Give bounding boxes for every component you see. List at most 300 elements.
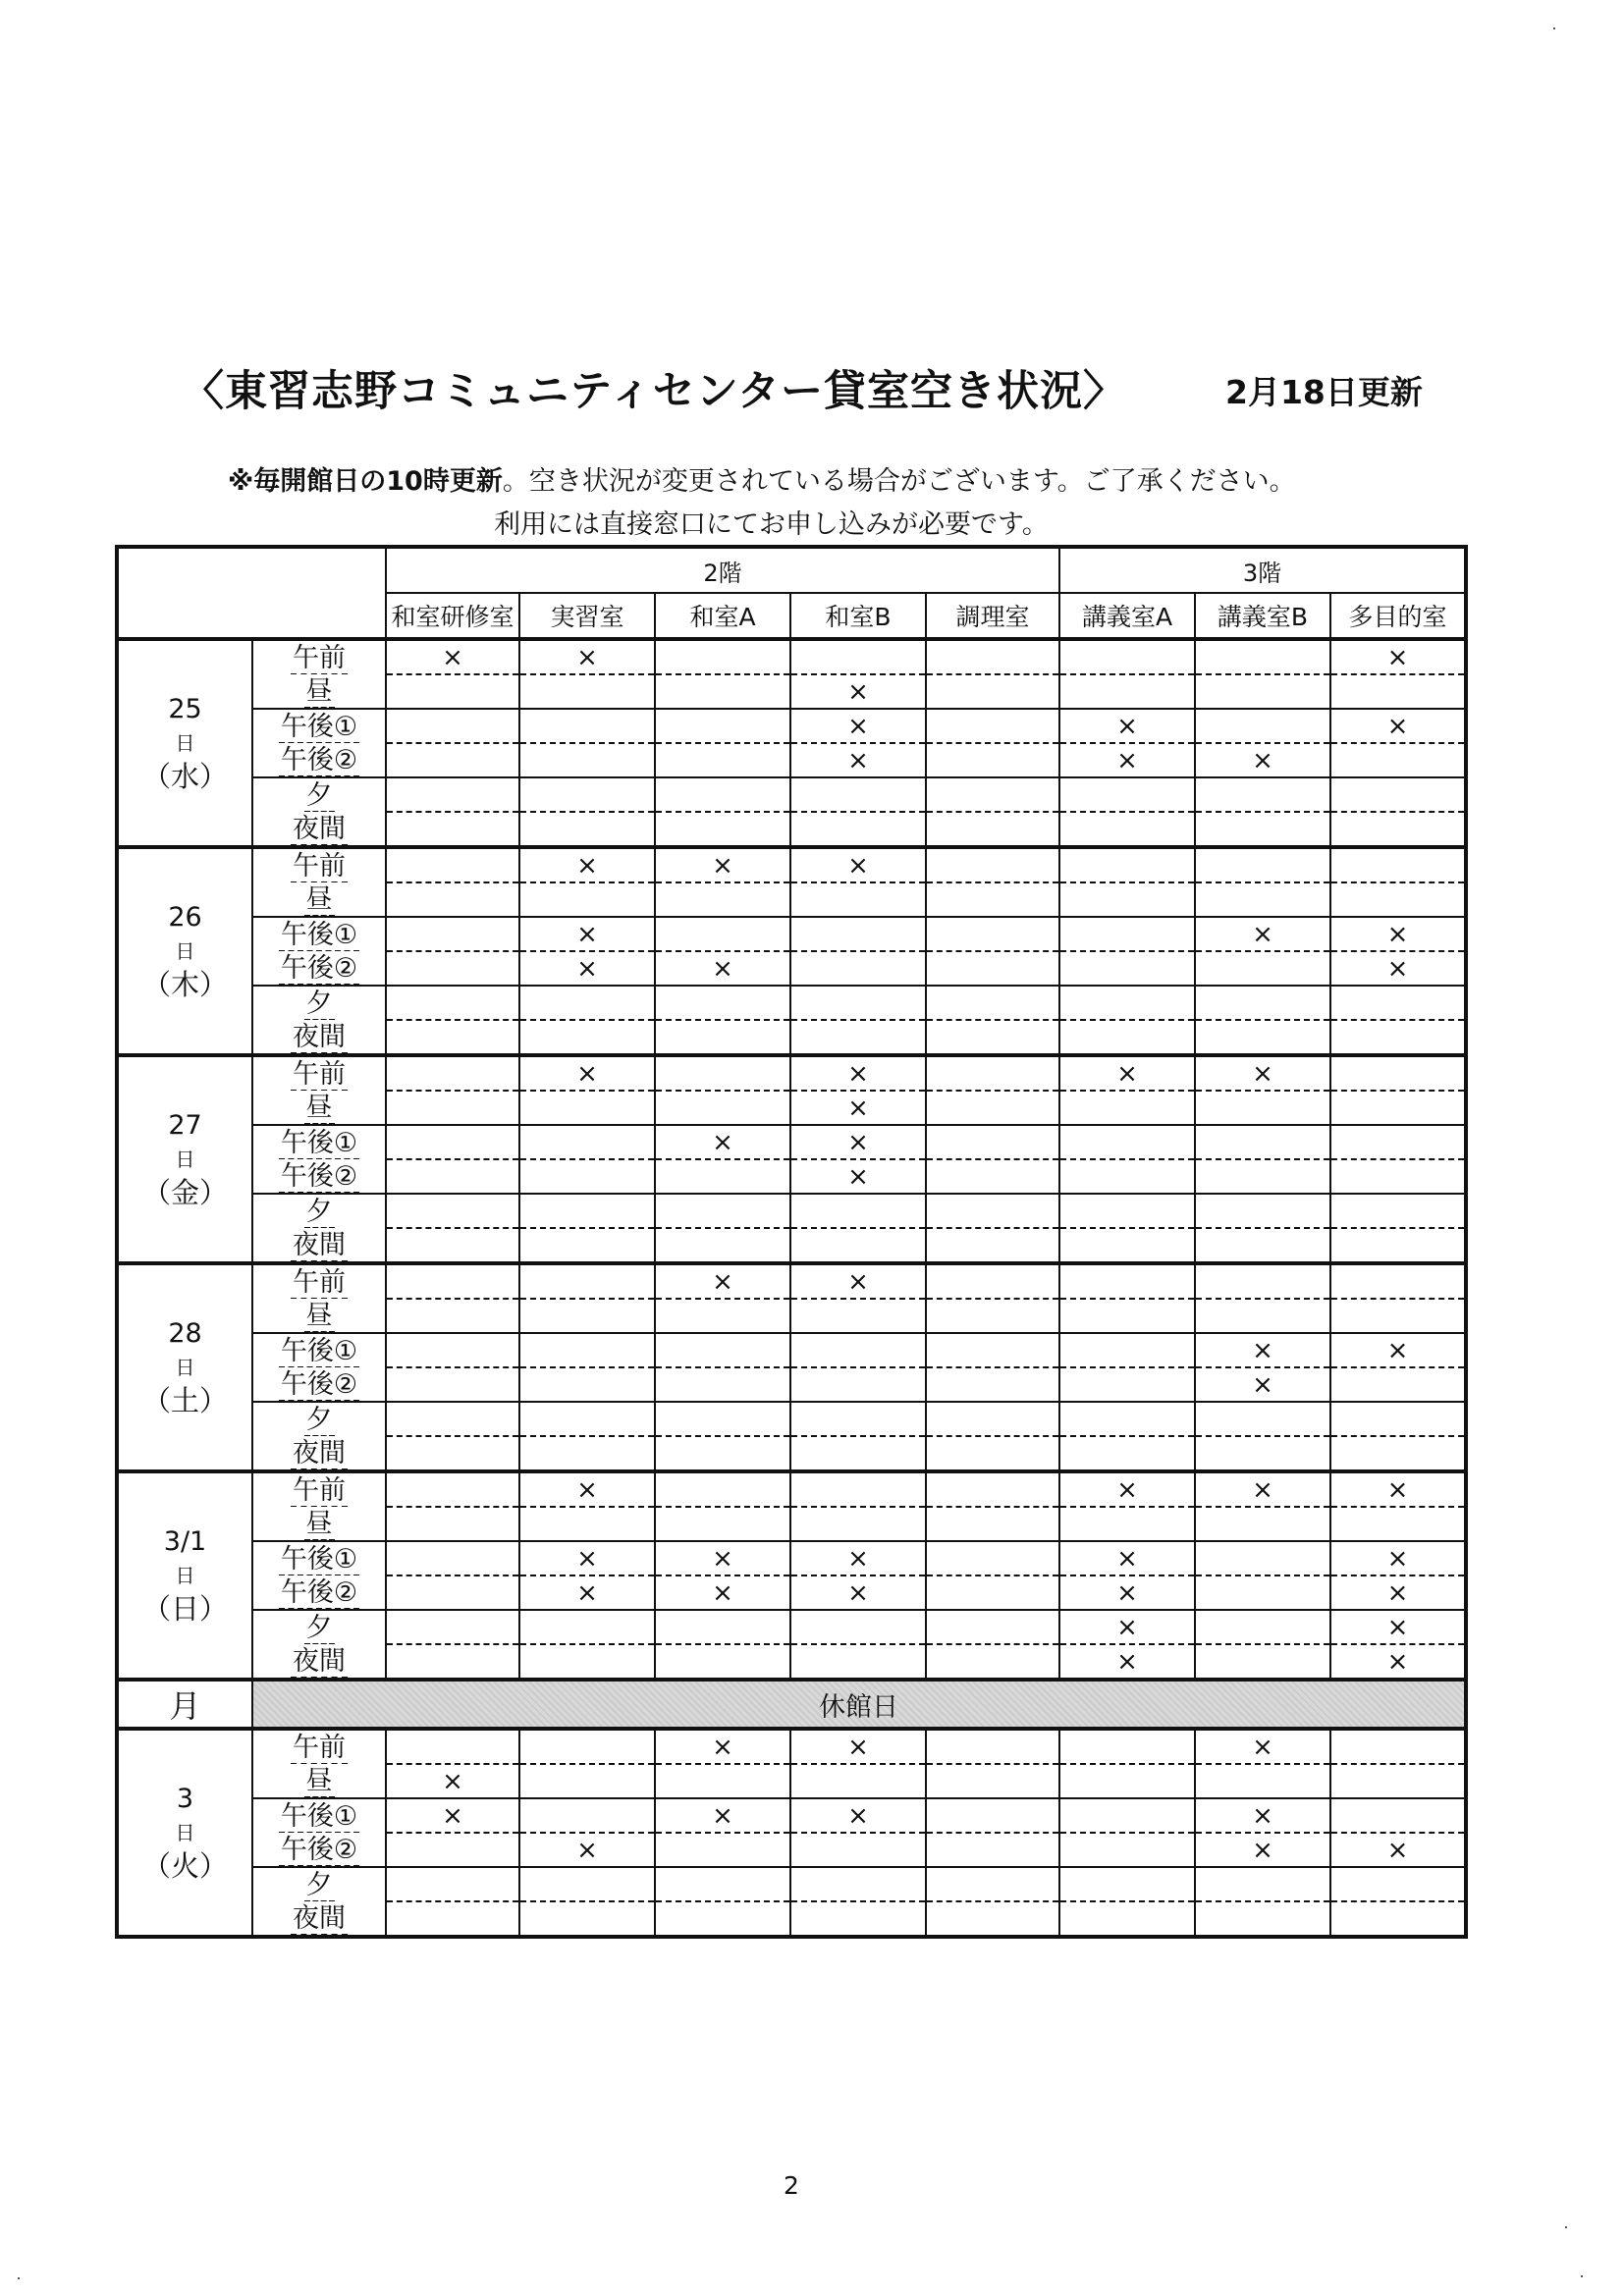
slot-row <box>117 1194 1466 1228</box>
slot-row <box>117 1644 1466 1680</box>
availability-cell: × <box>790 1125 926 1159</box>
availability-cell: × <box>790 1263 926 1299</box>
availability-cell <box>1059 639 1195 674</box>
availability-cell: × <box>519 1055 655 1091</box>
time-slot <box>252 1091 386 1125</box>
availability-cell <box>790 1299 926 1333</box>
availability-cell <box>655 1159 790 1194</box>
availability-cell <box>1059 674 1195 709</box>
time-slot-label: 夜間 <box>293 1229 346 1260</box>
slot-row <box>117 1575 1466 1610</box>
availability-cell <box>1195 1436 1330 1471</box>
availability-cell <box>790 639 926 674</box>
availability-cell <box>926 847 1059 882</box>
time-slot-label: 夕 <box>305 1612 333 1643</box>
scan-speck <box>1565 2226 1567 2228</box>
availability-cell <box>1059 1159 1195 1194</box>
availability-cell <box>386 743 519 777</box>
time-slot-label: 午後② <box>280 1160 358 1192</box>
availability-cell <box>1330 847 1466 882</box>
slot-row <box>117 882 1466 917</box>
availability-cell <box>655 1020 790 1055</box>
availability-cell <box>1059 1729 1195 1764</box>
time-slot-label: 昼 <box>305 1765 333 1796</box>
availability-cell <box>519 674 655 709</box>
availability-cell <box>926 1644 1059 1680</box>
availability-cell <box>1059 1402 1195 1436</box>
availability-cell <box>1330 1798 1466 1833</box>
availability-cell <box>1059 1867 1195 1901</box>
availability-cell <box>926 1507 1059 1541</box>
availability-cell <box>926 1263 1059 1299</box>
availability-cell <box>386 1263 519 1299</box>
slot-row <box>117 709 1466 743</box>
availability-cell <box>926 1125 1059 1159</box>
availability-cell <box>386 674 519 709</box>
availability-cell <box>1195 1541 1330 1575</box>
slot-row <box>117 1159 1466 1194</box>
availability-cell: × <box>1059 1055 1195 1091</box>
availability-cell <box>790 1644 926 1680</box>
day-weekday: （水） <box>141 760 228 793</box>
availability-cell <box>926 1159 1059 1194</box>
availability-cell <box>655 882 790 917</box>
availability-cell <box>1195 1263 1330 1299</box>
availability-cell <box>1195 1228 1330 1263</box>
availability-cell: × <box>790 1798 926 1833</box>
room-header: 和室A <box>655 593 790 639</box>
availability-cell <box>790 1610 926 1644</box>
availability-cell <box>386 1436 519 1471</box>
availability-cell <box>790 986 926 1020</box>
availability-cell <box>1059 986 1195 1020</box>
day-suffix: 日 <box>175 1148 195 1171</box>
availability-cell <box>926 1729 1059 1764</box>
availability-cell <box>926 1764 1059 1798</box>
availability-cell <box>1059 1367 1195 1402</box>
time-slot <box>252 1367 386 1402</box>
availability-cell <box>519 1091 655 1125</box>
availability-cell <box>519 1367 655 1402</box>
availability-cell: × <box>1330 1541 1466 1575</box>
time-slot <box>252 1507 386 1541</box>
day-date: 27 <box>168 1110 202 1141</box>
availability-cell <box>386 1125 519 1159</box>
availability-cell <box>1330 1228 1466 1263</box>
availability-cell: × <box>1059 1471 1195 1507</box>
availability-cell <box>790 917 926 951</box>
availability-cell <box>790 1020 926 1055</box>
availability-cell <box>386 1867 519 1901</box>
availability-cell <box>1195 1901 1330 1937</box>
day-suffix: 日 <box>175 939 195 963</box>
time-slot <box>252 1159 386 1194</box>
availability-cell <box>926 1402 1059 1436</box>
time-slot-label: 夕 <box>305 779 333 811</box>
availability-cell <box>519 777 655 812</box>
availability-cell <box>386 1055 519 1091</box>
slot-row <box>117 1055 1466 1091</box>
time-slot-label: 昼 <box>305 1092 333 1123</box>
time-slot-label: 午後② <box>280 1368 358 1400</box>
slot-row <box>117 1507 1466 1541</box>
availability-cell <box>655 1367 790 1402</box>
availability-cell: × <box>790 1159 926 1194</box>
availability-cell: × <box>1195 1729 1330 1764</box>
availability-cell <box>1330 1867 1466 1901</box>
availability-cell: × <box>790 847 926 882</box>
availability-cell <box>1059 847 1195 882</box>
day-cell <box>117 847 252 1055</box>
availability-cell <box>1330 674 1466 709</box>
availability-cell <box>1330 812 1466 847</box>
availability-cell <box>519 1263 655 1299</box>
slot-row <box>117 1541 1466 1575</box>
time-slot-label: 夕 <box>305 1869 333 1900</box>
closed-row <box>117 1680 1466 1729</box>
availability-cell <box>386 1507 519 1541</box>
availability-cell: × <box>790 1729 926 1764</box>
availability-cell <box>790 1901 926 1937</box>
availability-cell <box>790 1333 926 1367</box>
availability-cell: × <box>1195 1367 1330 1402</box>
time-slot-label: 夜間 <box>293 813 346 844</box>
availability-cell: × <box>519 1541 655 1575</box>
slot-row <box>117 1091 1466 1125</box>
slot-row <box>117 1610 1466 1644</box>
availability-cell <box>1059 1091 1195 1125</box>
availability-cell <box>519 1299 655 1333</box>
availability-cell <box>1059 1194 1195 1228</box>
availability-cell <box>519 1798 655 1833</box>
availability-cell <box>1195 882 1330 917</box>
day-cell <box>117 1729 252 1937</box>
availability-cell <box>386 1901 519 1937</box>
availability-cell <box>386 1729 519 1764</box>
time-slot <box>252 674 386 709</box>
availability-cell: × <box>1059 1610 1195 1644</box>
availability-cell <box>1059 1798 1195 1833</box>
header-corner <box>117 547 386 639</box>
availability-cell: × <box>1059 709 1195 743</box>
availability-cell: × <box>790 1055 926 1091</box>
availability-cell: × <box>1330 639 1466 674</box>
availability-cell <box>519 986 655 1020</box>
time-slot-label: 夕 <box>305 1404 333 1435</box>
time-slot <box>252 1541 386 1575</box>
availability-cell <box>1059 1901 1195 1937</box>
availability-cell <box>790 1833 926 1867</box>
availability-cell: × <box>1059 1644 1195 1680</box>
availability-cell: × <box>519 1575 655 1610</box>
availability-cell <box>1330 1436 1466 1471</box>
availability-cell <box>655 1833 790 1867</box>
day-weekday: （日） <box>141 1592 228 1626</box>
day-suffix: 日 <box>175 1564 195 1587</box>
room-header: 調理室 <box>926 593 1059 639</box>
availability-cell <box>655 1901 790 1937</box>
time-slot-label: 夜間 <box>293 1437 346 1468</box>
day-cell <box>117 1263 252 1471</box>
availability-cell <box>926 1901 1059 1937</box>
availability-cell <box>1059 882 1195 917</box>
scan-speck <box>1553 27 1555 29</box>
slot-row <box>117 1299 1466 1333</box>
availability-cell <box>519 743 655 777</box>
availability-cell <box>1330 1507 1466 1541</box>
time-slot-label: 昼 <box>305 675 333 707</box>
time-slot-label: 午前 <box>293 1266 346 1298</box>
availability-cell: × <box>386 1798 519 1833</box>
time-slot-label: 午後② <box>280 952 358 984</box>
availability-cell <box>790 1507 926 1541</box>
availability-cell: × <box>1195 743 1330 777</box>
availability-cell <box>1059 1020 1195 1055</box>
day-date: 28 <box>168 1318 202 1349</box>
availability-cell: × <box>655 847 790 882</box>
availability-cell <box>386 1194 519 1228</box>
availability-cell <box>790 1867 926 1901</box>
room-header: 多目的室 <box>1330 593 1466 639</box>
availability-cell: × <box>1195 1471 1330 1507</box>
day-suffix: 日 <box>175 1821 195 1844</box>
availability-table <box>115 545 1468 1939</box>
time-slot <box>252 1436 386 1471</box>
availability-cell: × <box>519 639 655 674</box>
scan-speck <box>1581 2275 1583 2277</box>
availability-cell <box>926 639 1059 674</box>
availability-cell <box>386 1091 519 1125</box>
time-slot <box>252 1798 386 1833</box>
availability-cell <box>1330 1194 1466 1228</box>
availability-cell <box>1195 1091 1330 1125</box>
availability-cell <box>790 777 926 812</box>
availability-cell: × <box>1330 951 1466 986</box>
day-date: 3/1 <box>163 1526 207 1557</box>
availability-cell <box>1059 812 1195 847</box>
availability-cell <box>519 1333 655 1367</box>
availability-cell: × <box>655 1263 790 1299</box>
availability-cell: × <box>790 743 926 777</box>
availability-cell <box>519 1020 655 1055</box>
availability-cell <box>790 882 926 917</box>
availability-cell <box>926 1436 1059 1471</box>
availability-cell <box>790 1764 926 1798</box>
availability-cell: × <box>1330 1644 1466 1680</box>
availability-cell <box>1330 1367 1466 1402</box>
availability-cell: × <box>1059 1575 1195 1610</box>
availability-cell <box>386 812 519 847</box>
availability-cell: × <box>1330 917 1466 951</box>
availability-cell <box>1195 1299 1330 1333</box>
availability-cell <box>1330 743 1466 777</box>
update-note-bold: ※毎開館日の10時更新 <box>228 466 503 497</box>
availability-cell <box>1195 1764 1330 1798</box>
availability-cell <box>386 1333 519 1367</box>
availability-cell: × <box>386 1764 519 1798</box>
availability-cell <box>926 1020 1059 1055</box>
availability-cell <box>386 1159 519 1194</box>
availability-cell <box>655 674 790 709</box>
availability-cell <box>926 1194 1059 1228</box>
availability-cell <box>1330 1729 1466 1764</box>
availability-cell <box>519 1644 655 1680</box>
availability-cell <box>1195 709 1330 743</box>
availability-cell <box>926 1798 1059 1833</box>
time-slot <box>252 1575 386 1610</box>
time-slot <box>252 1764 386 1798</box>
availability-cell <box>519 1901 655 1937</box>
availability-cell: × <box>519 951 655 986</box>
availability-cell: × <box>519 1833 655 1867</box>
availability-cell <box>1059 777 1195 812</box>
time-slot <box>252 1333 386 1367</box>
availability-cell <box>926 1367 1059 1402</box>
day-date: 25 <box>168 694 202 724</box>
slot-row <box>117 1798 1466 1833</box>
availability-cell: × <box>519 917 655 951</box>
availability-cell <box>1195 674 1330 709</box>
availability-cell <box>386 1299 519 1333</box>
availability-cell <box>926 777 1059 812</box>
availability-cell <box>386 1228 519 1263</box>
day-date: 3 <box>176 1784 194 1814</box>
day-weekday: （火） <box>141 1849 228 1883</box>
availability-cell <box>1059 1299 1195 1333</box>
availability-cell <box>1195 1507 1330 1541</box>
availability-cell <box>1330 1159 1466 1194</box>
time-slot <box>252 1867 386 1901</box>
availability-cell <box>655 812 790 847</box>
slot-row <box>117 639 1466 674</box>
availability-cell <box>1059 1436 1195 1471</box>
availability-cell: × <box>655 1575 790 1610</box>
time-slot-label: 夕 <box>305 988 333 1019</box>
availability-cell <box>519 1194 655 1228</box>
room-header: 講義室B <box>1195 593 1330 639</box>
availability-cell <box>1059 1764 1195 1798</box>
availability-cell <box>1330 1125 1466 1159</box>
availability-cell <box>1195 1125 1330 1159</box>
room-header: 実習室 <box>519 593 655 639</box>
time-slot <box>252 1194 386 1228</box>
time-slot <box>252 709 386 743</box>
availability-cell <box>926 1610 1059 1644</box>
availability-cell <box>926 709 1059 743</box>
availability-cell <box>1059 1333 1195 1367</box>
time-slot <box>252 917 386 951</box>
availability-cell <box>1195 777 1330 812</box>
availability-cell: × <box>1195 1333 1330 1367</box>
time-slot-label: 午後② <box>280 1576 358 1608</box>
availability-cell <box>655 1402 790 1436</box>
slot-row <box>117 1867 1466 1901</box>
availability-cell <box>790 1194 926 1228</box>
availability-cell <box>1330 986 1466 1020</box>
availability-cell <box>1195 951 1330 986</box>
slot-row <box>117 1333 1466 1367</box>
time-slot-label: 夜間 <box>293 1902 346 1934</box>
availability-cell <box>926 1091 1059 1125</box>
availability-cell: × <box>1195 1833 1330 1867</box>
slot-row <box>117 1228 1466 1263</box>
slot-row <box>117 1471 1466 1507</box>
availability-cell <box>655 1764 790 1798</box>
availability-cell <box>519 1159 655 1194</box>
day-suffix: 日 <box>175 731 195 755</box>
slot-row <box>117 812 1466 847</box>
time-slot-label: 昼 <box>305 1508 333 1539</box>
slot-row <box>117 1729 1466 1764</box>
availability-cell: × <box>655 1729 790 1764</box>
floor-header: 2階 <box>386 547 1059 593</box>
availability-cell <box>655 777 790 812</box>
availability-cell <box>655 917 790 951</box>
availability-cell <box>386 1541 519 1575</box>
availability-cell <box>655 1228 790 1263</box>
time-slot-label: 午後② <box>280 1834 358 1865</box>
availability-cell <box>386 951 519 986</box>
availability-cell <box>790 1436 926 1471</box>
closed-day-label: 月 <box>117 1680 252 1729</box>
time-slot-label: 午前 <box>293 1474 346 1506</box>
availability-cell: × <box>1330 1471 1466 1507</box>
availability-cell <box>1059 1263 1195 1299</box>
availability-cell <box>790 1402 926 1436</box>
time-slot <box>252 951 386 986</box>
availability-cell <box>1330 1299 1466 1333</box>
availability-cell <box>655 1436 790 1471</box>
availability-cell <box>519 709 655 743</box>
availability-cell <box>655 1471 790 1507</box>
slot-row <box>117 1263 1466 1299</box>
availability-cell <box>926 812 1059 847</box>
availability-cell: × <box>1330 1833 1466 1867</box>
closed-notice: 休館日 <box>252 1680 1466 1729</box>
availability-cell <box>790 812 926 847</box>
availability-cell <box>519 1764 655 1798</box>
slot-row <box>117 674 1466 709</box>
time-slot <box>252 882 386 917</box>
day-weekday: （金） <box>141 1176 228 1209</box>
availability-cell <box>1059 1507 1195 1541</box>
availability-cell <box>655 1055 790 1091</box>
time-slot <box>252 1644 386 1680</box>
availability-cell <box>926 1575 1059 1610</box>
availability-cell <box>519 1436 655 1471</box>
availability-cell <box>926 882 1059 917</box>
availability-cell <box>519 1125 655 1159</box>
availability-cell: × <box>1059 743 1195 777</box>
availability-cell: × <box>655 1798 790 1833</box>
availability-cell <box>1059 951 1195 986</box>
availability-cell <box>1195 1159 1330 1194</box>
availability-cell <box>386 1471 519 1507</box>
slot-row <box>117 777 1466 812</box>
availability-cell <box>1195 1644 1330 1680</box>
availability-cell: × <box>1059 1541 1195 1575</box>
availability-cell <box>926 951 1059 986</box>
room-header: 和室B <box>790 593 926 639</box>
day-date: 26 <box>168 902 202 933</box>
availability-cell <box>386 847 519 882</box>
availability-cell <box>926 1471 1059 1507</box>
availability-cell <box>926 917 1059 951</box>
time-slot <box>252 743 386 777</box>
availability-cell <box>386 777 519 812</box>
time-slot-label: 夜間 <box>293 1021 346 1052</box>
slot-row <box>117 1020 1466 1055</box>
